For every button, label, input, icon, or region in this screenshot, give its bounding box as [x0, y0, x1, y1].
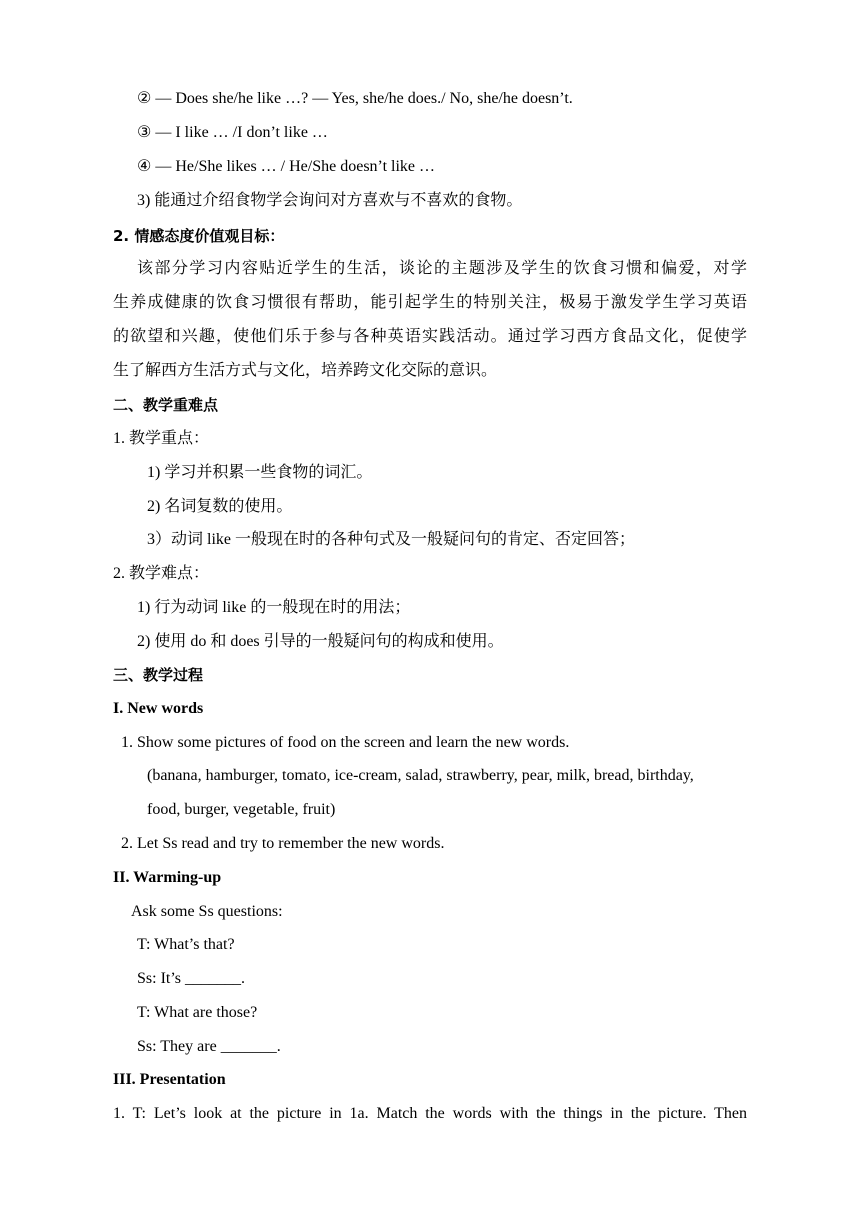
sentence-pattern-2: ② — Does she/he like …? — Yes, she/he does./ No, she/he doesn’t.	[137, 90, 573, 107]
dialogue-line-2: Ss: It’s _______.	[137, 970, 246, 987]
emotion-paragraph-line-1: 该部分学习内容贴近学生的生活，谈论的主题涉及学生的饮食习惯和偏爱，对学	[137, 260, 747, 277]
new-words-step-2: 2. Let Ss read and try to remember the new words.	[121, 835, 445, 852]
focus-item-3: 3）动词 like 一般现在时的各种句式及一般疑问句的肯定、否定回答；	[147, 531, 635, 548]
focus-heading: 1. 教学重点：	[113, 430, 210, 447]
sentence-pattern-4: ④ — He/She likes … / He/She doesn’t like …	[137, 158, 436, 175]
difficulty-item-1: 1) 行为动词 like 的一般现在时的用法；	[137, 599, 411, 616]
dialogue-line-1: T: What’s that?	[137, 936, 235, 953]
new-words-step-1: 1. Show some pictures of food on the screen and learn the new words.	[121, 734, 570, 751]
sentence-pattern-3: ③ — I like … /I don’t like …	[137, 124, 328, 141]
emotion-objective-heading: 2. 情感态度价值观目标：	[113, 227, 285, 245]
focus-item-2: 2) 名词复数的使用。	[147, 498, 293, 515]
warming-up-heading: II. Warming-up	[113, 869, 222, 886]
emotion-paragraph-line-3: 的欲望和兴趣，使他们乐于参与各种英语实践活动。通过学习西方食品文化，促使学	[113, 328, 747, 345]
presentation-step-1: 1. T: Let’s look at the picture in 1a. Match the words with the things in the picture. Then	[113, 1105, 747, 1122]
emotion-paragraph-line-2: 生养成健康的饮食习惯很有帮助，能引起学生的特别关注，极易于激发学生学习英语	[113, 294, 747, 311]
process-heading: 三、教学过程	[113, 666, 204, 684]
warming-up-intro: Ask some Ss questions:	[131, 903, 283, 920]
difficulty-item-2: 2) 使用 do 和 does 引导的一般疑问句的构成和使用。	[137, 633, 504, 650]
dialogue-line-4: Ss: They are _______.	[137, 1038, 281, 1055]
word-list-line-1: (banana, hamburger, tomato, ice-cream, salad, strawberry, pear, milk, bread, birthday,	[147, 767, 694, 784]
new-words-heading: I. New words	[113, 700, 204, 717]
presentation-heading: III. Presentation	[113, 1071, 226, 1088]
objective-item-3: 3) 能通过介绍食物学会询问对方喜欢与不喜欢的食物。	[137, 192, 523, 209]
difficulty-heading: 2. 教学难点：	[113, 565, 210, 582]
key-points-heading: 二、教学重难点	[113, 396, 219, 414]
emotion-paragraph-line-4: 生了解西方生活方式与文化，培养跨文化交际的意识。	[113, 362, 498, 379]
focus-item-1: 1) 学习并积累一些食物的词汇。	[147, 464, 373, 481]
word-list-line-2: food, burger, vegetable, fruit)	[147, 801, 336, 818]
dialogue-line-3: T: What are those?	[137, 1004, 258, 1021]
